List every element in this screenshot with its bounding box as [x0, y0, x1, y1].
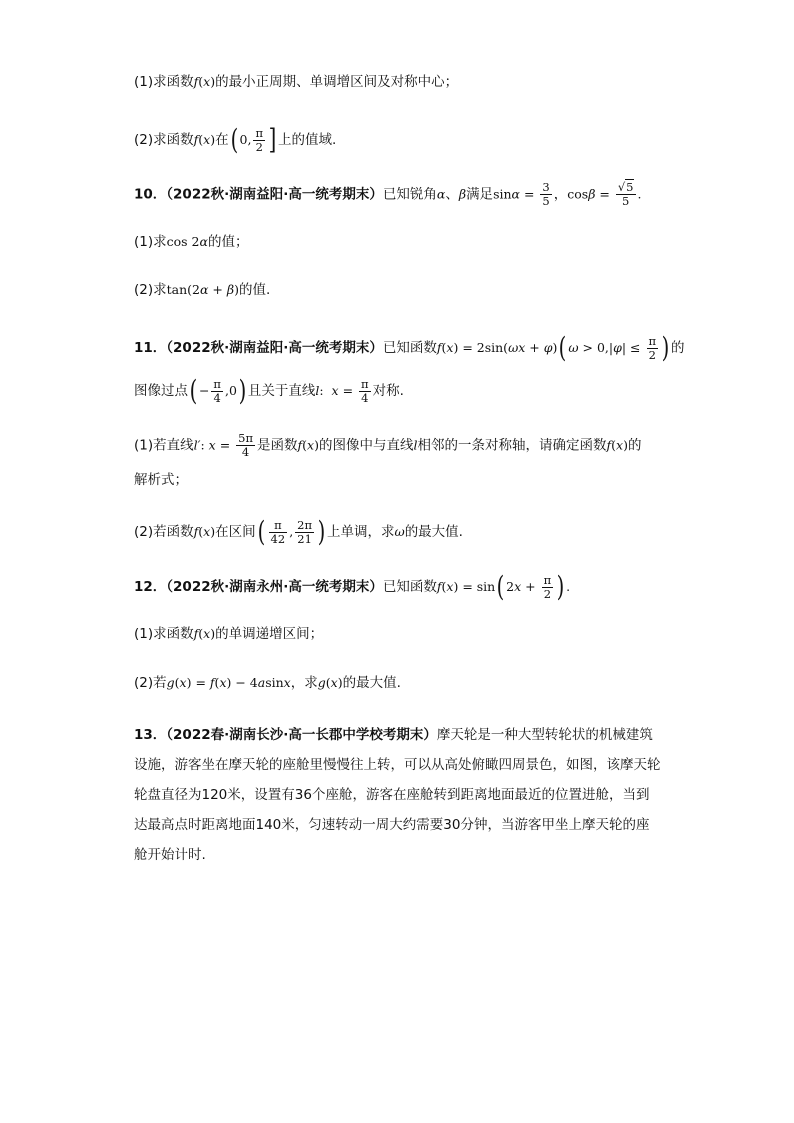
fraction-sqrt5-over-5: $\frac{√5}{5}$ — [617, 180, 634, 208]
q11-heading: 11．（2022秋·湖南益阳·高一统考期末） — [134, 340, 383, 356]
fraction-3-over-5: $\frac{3}{5}$ — [542, 180, 550, 208]
q13-heading: 13．（2022春·湖南长沙·高一长郡中学校考期末） — [134, 727, 437, 743]
q11-part1-line2: 解析式； — [134, 472, 188, 488]
q13-paragraph — [134, 720, 662, 870]
q11-part2: (2)若函数f(x)在区间( $\frac{\pi}{42}$ , $\frac{2\pi}{21}$ ) 上单调，求ω的最大值. — [134, 515, 463, 548]
q9-part1: (1)求函数f(x)的最小正周期、单调增区间及对称中心； — [134, 74, 459, 90]
q11-stem-line2: 图像过点( − $\frac{\pi}{4}$ ,0) 且关于直线l: x = $\frac{\pi}{4}$ 对称. — [134, 374, 404, 407]
q10-heading: 10．（2022秋·湖南益阳·高一统考期末） — [134, 186, 383, 203]
q13-text: 摩天轮是一种大型转轮状的机械建筑设施，游客坐在摩天轮的座舱里慢慢往上转，可以从高处俯瞰四周景色，如图，该摩天轮轮盘直径为120米，设置有36个座舱，游客在座舱转到距离地面最近的位置进舱，当到达最高点时距离地面140米，匀速转动一周大约需要30分钟，当游客甲坐上摩天轮的座舱开始计时. — [134, 727, 661, 863]
q10-stem: 10．（2022秋·湖南益阳·高一统考期末）已知锐角α、β满足sinα = $\frac{3}{5}$ ，cosβ = $\frac{√5}{5}$ . — [134, 180, 642, 208]
q10-part2: (2)求tan(2α + β)的值. — [134, 282, 271, 298]
q11-part1: (1)若直线l′: x = $\frac{5\pi}{4}$ 是函数f(x)的图像中与直线l相邻的一条对称轴，请确定函数f(x)的 — [134, 431, 642, 459]
q12-heading: 12．（2022秋·湖南永州·高一统考期末） — [134, 579, 383, 595]
fraction-pi-over-2: $\frac{\pi}{2}$ — [255, 125, 264, 154]
q9-part2: (2)求函数f(x)在( 0, $\frac{\pi}{2}$ ] 上的值域. — [134, 123, 337, 156]
q12-part1: (1)求函数f(x)的单调递增区间； — [134, 626, 324, 642]
q10-part1: (1)求cos 2α的值； — [134, 234, 249, 250]
q12-stem: 12．（2022秋·湖南永州·高一统考期末）已知函数f(x) = sin( 2x + $\frac{\pi}{2}$ ) . — [134, 570, 571, 603]
q11-stem: 11．（2022秋·湖南益阳·高一统考期末）已知函数f(x) = 2sin(ωx + φ)( ω > 0,|φ| ≤ $\frac{\pi}{2}$ ) 的 — [134, 331, 685, 364]
math-fx: f — [193, 74, 199, 89]
q12-part2: (2)若g(x) = f(x) − 4asinx，求g(x)的最大值. — [134, 675, 401, 691]
